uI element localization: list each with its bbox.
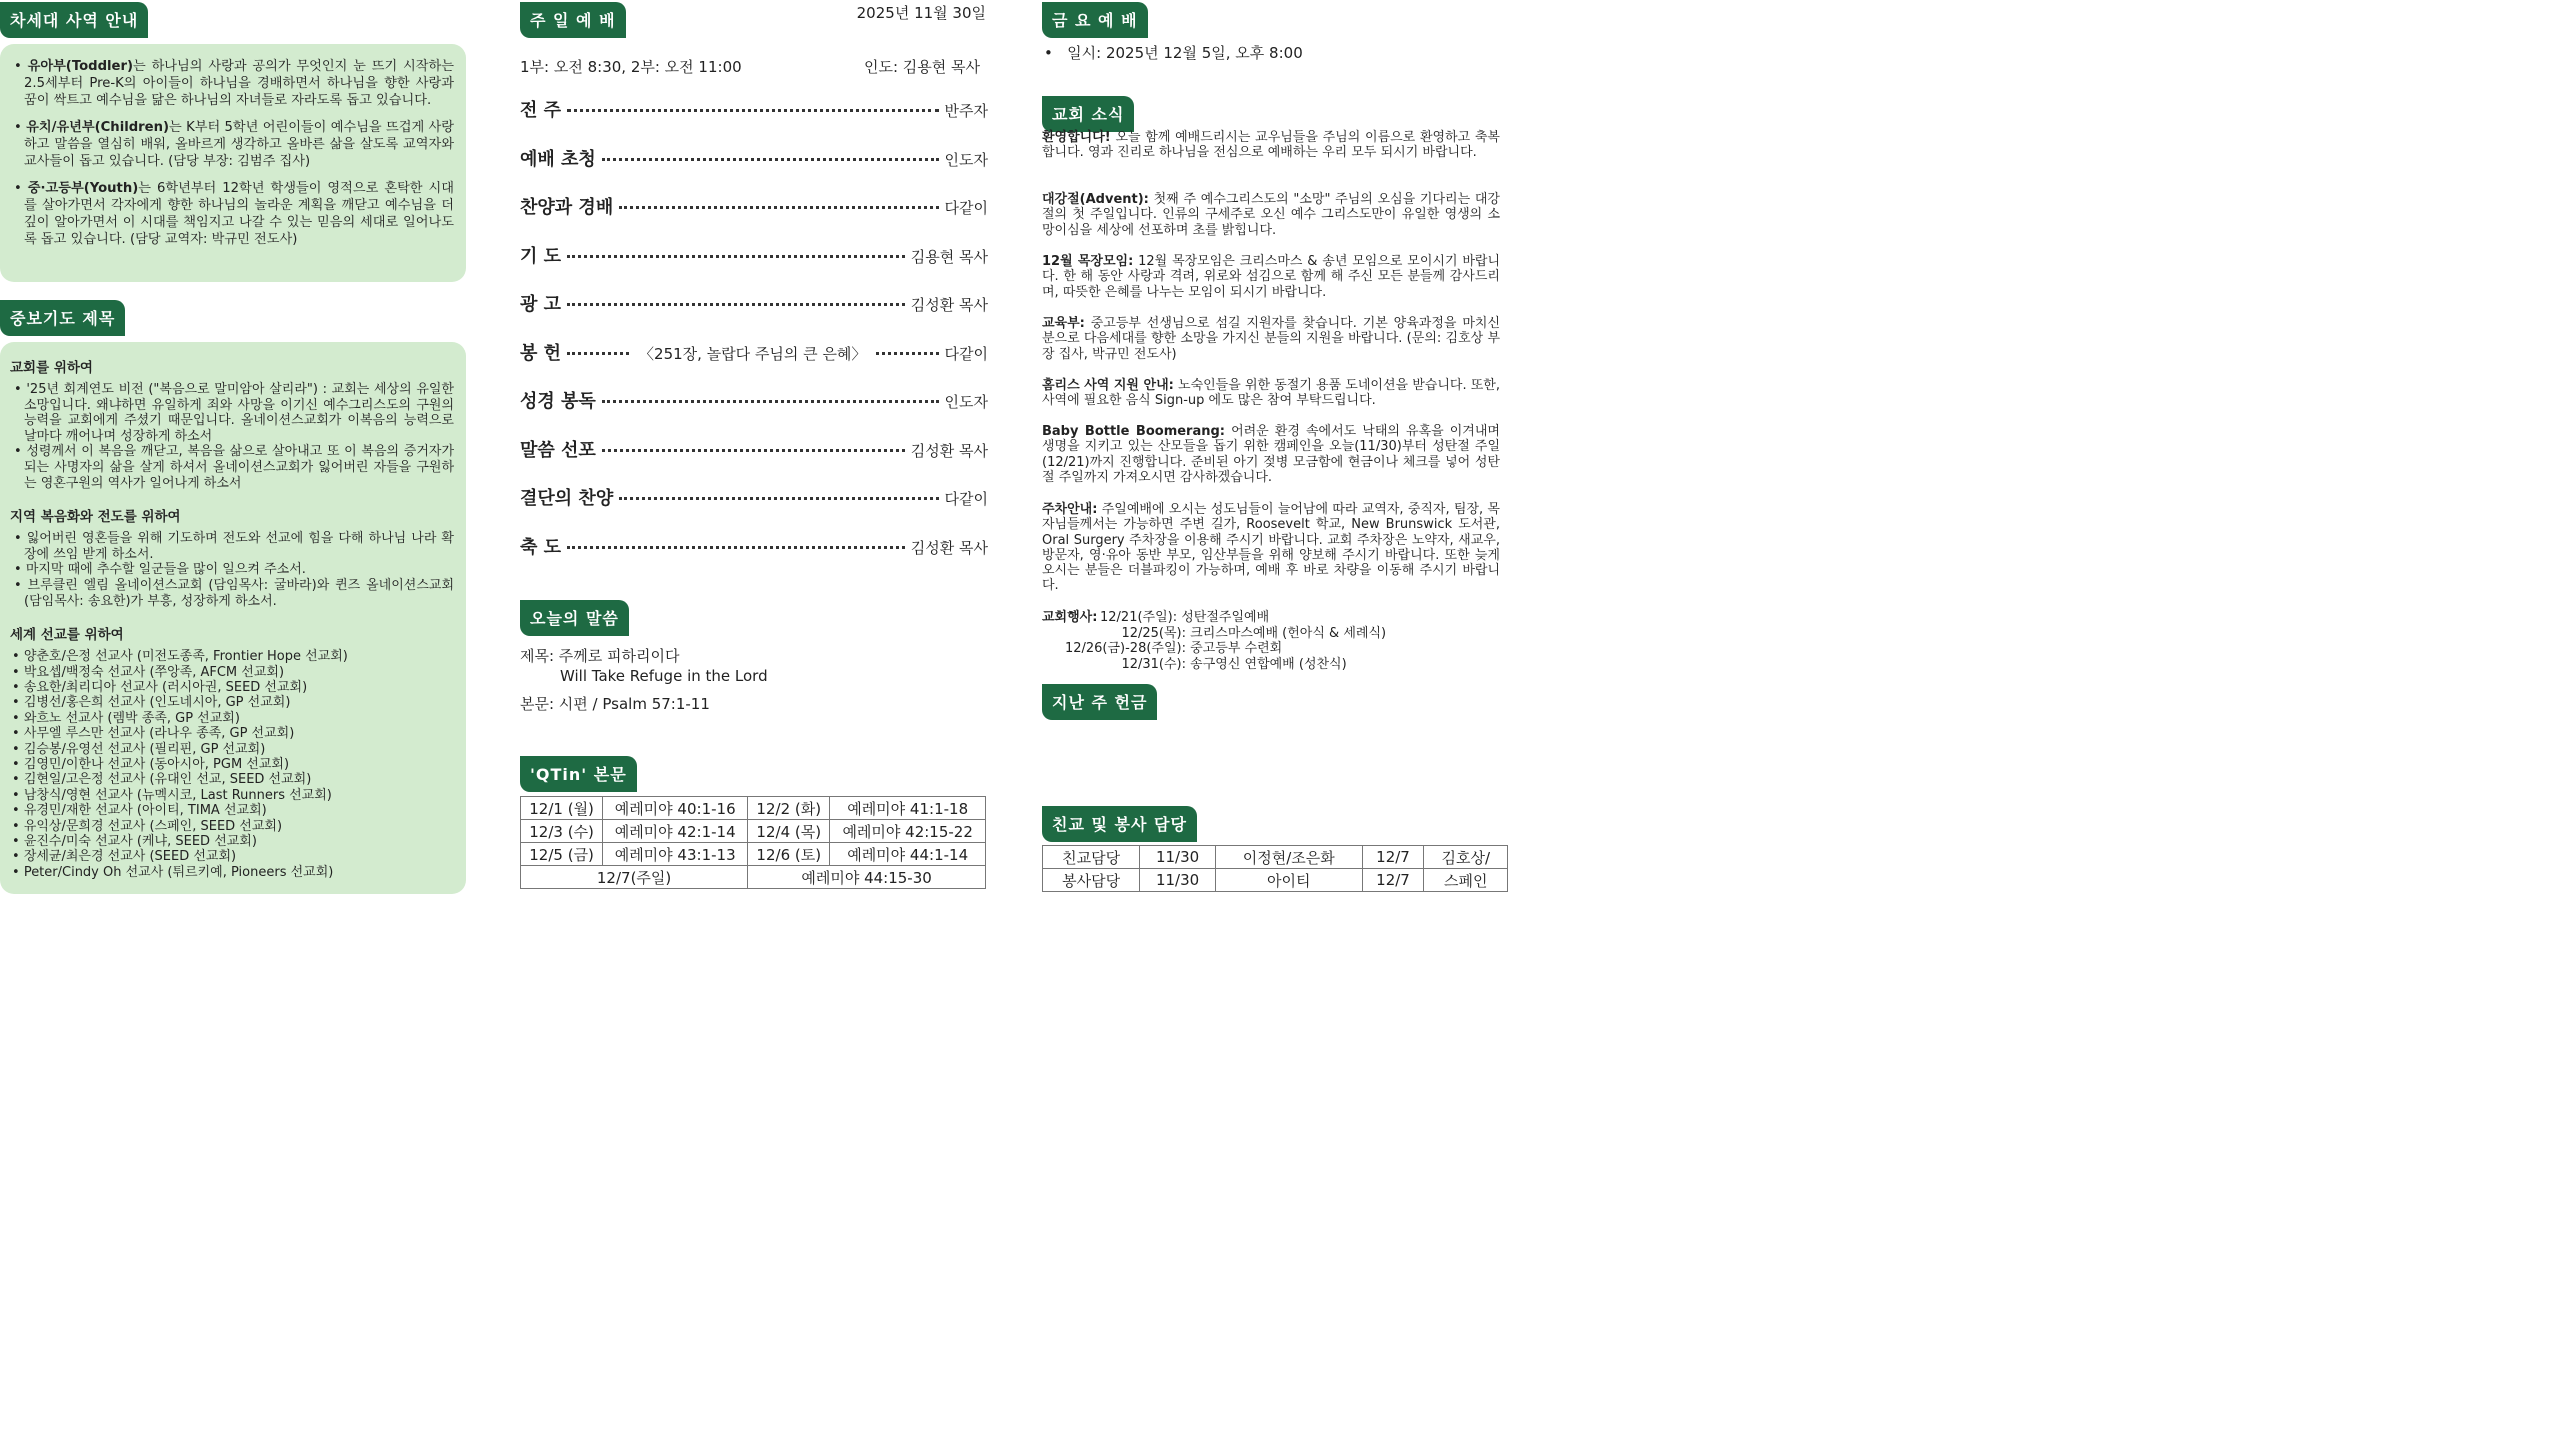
- order-item-name: 봉 헌: [520, 342, 562, 364]
- right-column: [1040, 0, 1540, 904]
- duty-title: 친교 및 봉사 담당: [1042, 806, 1197, 842]
- bulletin-date: 2025년 11월 30일: [856, 4, 986, 22]
- leader-dots: [567, 546, 905, 549]
- leader-dots: [602, 158, 939, 161]
- duty-cell: 아이티: [1215, 869, 1362, 892]
- duty-cell: 11/30: [1140, 846, 1216, 869]
- missionary-item: • 남창식/영현 선교사 (뉴멕시코, Last Runners 선교회): [12, 787, 332, 803]
- service-times-line: [520, 56, 988, 77]
- missionary-list: [10, 649, 454, 880]
- order-item-name: 성경 봉독: [520, 391, 596, 412]
- qtin-cell: 예레미야 43:1-13: [603, 843, 748, 866]
- service-leader: 인도: 김용현 목사: [863, 58, 980, 76]
- order-item-name: 예배 초청: [520, 148, 596, 170]
- mission-prayer-heading: 세계 선교를 위하여: [10, 627, 124, 644]
- duty-cell: 12/7: [1362, 846, 1424, 869]
- news-item: 대강절(Advent): 첫째 주 예수그리스도의 "소망" 주님의 오심을 기다리는 대강절의 첫 주일입니다. 인류의 구세주로 오신 예수 그리스도만이 유일한 영생의 소망이심을 세상에 선포하며 초를 밝힙니다.: [1042, 192, 1500, 238]
- order-item-name: 광 고: [520, 294, 562, 315]
- qtin-row: [521, 843, 986, 866]
- prayer-section-title: 중보기도 제목: [0, 300, 125, 336]
- middle-column: [520, 0, 996, 904]
- missionary-item: • 김병선/홍은희 선교사 (인도네시아, GP 선교회): [12, 695, 291, 711]
- sunday-service-title: 주 일 예 배: [520, 2, 626, 38]
- leader-dots: [567, 352, 629, 355]
- missionary-item: • 유익상/문희경 선교사 (스페인, SEED 선교회): [12, 818, 283, 834]
- region-prayer-item: • 브루클린 엘림 올네이션스교회 (담임목사: 굴바라)와 퀸즈 올네이션스교회 (담임목사: 송요한)가 부흥, 성장하게 하소서.: [14, 577, 454, 609]
- event-row: 12/31(수): 송구영신 연합예배 (성찬식): [1121, 656, 1347, 672]
- order-item: [520, 436, 988, 462]
- news-item: Baby Bottle Boomerang: 어려운 환경 속에서도 낙태의 유혹을 이겨내며 생명을 지키고 있는 산모들을 돕기 위한 캠페인을 오늘(11/30)부터 성탄절 주일(12/21)까지 진행합니다. 준비된 아기 젖병 모금함에 현금이나 체크를 넣어 성탄절 주일까지 가져오시면 감사하겠습니다.: [1042, 424, 1500, 485]
- qtin-cell: 12/5 (금): [521, 843, 603, 866]
- order-item-person: 다같이: [944, 490, 988, 508]
- missionary-item: • 윤진수/미숙 선교사 (케냐, SEED 선교회): [12, 834, 257, 849]
- qtin-cell: 예레미야 42:1-14: [603, 820, 748, 843]
- missionary-item: • 사무엘 루스만 선교사 (라나우 종족, GP 선교회): [12, 726, 295, 742]
- church-prayer-item: • 성령께서 이 복음을 깨닫고, 복음을 삶으로 살아내고 또 이 복음의 증거자가 되는 사명자의 삶을 살게 하셔서 올네이션스교회가 잃어버린 자들을 구원하는 영혼구원의 역사가 일어나게 하소서: [14, 444, 454, 491]
- order-item: [520, 290, 988, 316]
- qtin-cell: 12/4 (목): [748, 820, 830, 843]
- order-item: [520, 145, 988, 171]
- missionary-item: • 송요한/최리디아 선교사 (러시아권, SEED 선교회): [12, 679, 308, 695]
- order-item-person: 김성환 목사: [910, 441, 988, 460]
- region-prayer-heading: 지역 복음화와 전도를 위하여: [10, 509, 181, 526]
- news-item: 12월 목장모임: 12월 목장모임은 크리스마스 & 송년 모임으로 모이시기 바랍니다. 한 해 동안 사랑과 격려, 위로와 섬김으로 함께 해 주신 모든 분들께 감사드리며, 따뜻한 은혜를 나누는 모임이 되시기 바랍니다.: [1042, 254, 1500, 300]
- leader-dots: [567, 255, 905, 258]
- church-prayer-heading: 교회를 위하여: [10, 360, 93, 376]
- order-item-person: 다같이: [944, 344, 988, 363]
- order-item-person: 김성환 목사: [910, 538, 988, 557]
- order-item: [520, 242, 988, 268]
- leader-dots: [602, 449, 905, 452]
- qtin-cell: 예레미야 41:1-18: [830, 797, 986, 820]
- missionary-item: • 양춘호/은정 선교사 (미전도종족, Frontier Hope 선교회): [12, 649, 348, 665]
- leader-dots: [619, 206, 938, 209]
- duty-row: [1043, 846, 1508, 869]
- order-item-name: 기 도: [520, 245, 562, 267]
- qtin-cell: 12/7(주일): [521, 866, 748, 889]
- duty-cell: 이정현/조은화: [1215, 846, 1362, 869]
- friday-service-time: • 일시: 2025년 12월 5일, 오후 8:00: [1044, 44, 1303, 62]
- duty-cell: 김호상/: [1424, 846, 1508, 869]
- news-item: 교육부: 중고등부 선생님으로 섬길 지원자를 찾습니다. 기본 양육과정을 마치신 분으로 다음세대를 향한 소망을 가지신 분들의 지원을 바랍니다. (문의: 김호상 부장 집사, 박규민 전도사): [1042, 316, 1500, 362]
- order-item: [520, 339, 988, 365]
- missionary-item: • 유경민/재한 선교사 (아이티, TIMA 선교회): [12, 803, 267, 819]
- news-item: 주차안내: 주일예배에 오시는 성도님들이 늘어남에 따라 교역자, 중직자, 팀장, 목자님들께서는 가능하면 주변 길가, Roosevelt 학교, New Brunswick 도서관, Oral Surgery 주차장을 이용해 주시기 바랍니다. 교회 주차장은 노약자, 새교우, 방문자, 영·유아 동반 부모, 임산부들을 위해 양보해 주시기 바랍니다. 또한 늦게 오시는 분들은 더블파킹이 가능하며, 예배 후 바로 차량을 이동해 주시기 바랍니다.: [1042, 502, 1500, 594]
- order-item-person: 김용현 목사: [910, 247, 988, 266]
- todays-word-title: 오늘의 말씀: [520, 600, 629, 636]
- qtin-table: [520, 796, 986, 889]
- nextgen-section-title: 차세대 사역 안내: [0, 2, 148, 38]
- offering-title: 지난 주 헌금: [1042, 684, 1157, 720]
- qtin-cell: 예레미야 44:1-14: [830, 843, 986, 866]
- news-item: 환영합니다! 오늘 함께 예배드리시는 교우님들을 주님의 이름으로 환영하고 축복합니다. 영과 진리로 하나님을 전심으로 예배하는 우리 모두 되시기 바랍니다.: [1042, 130, 1500, 161]
- event-row: 12/25(목): 크리스마스예배 (헌아식 & 세례식): [1121, 625, 1387, 641]
- duty-cell: 스페인: [1424, 869, 1508, 892]
- missionary-item: • 김현일/고은정 선교사 (유대인 선교, SEED 선교회): [12, 772, 312, 788]
- order-item: [520, 193, 988, 219]
- leader-dots: [567, 109, 938, 112]
- duty-cell: 봉사담당: [1043, 869, 1140, 892]
- region-prayer-item: • 마지막 때에 추수할 일군들을 많이 일으켜 주소서.: [14, 562, 306, 578]
- order-item-name: 결단의 찬양: [520, 488, 614, 509]
- friday-service-title: 금 요 예 배: [1042, 2, 1148, 38]
- qtin-row: [521, 797, 986, 820]
- order-item-person: 다같이: [944, 199, 988, 217]
- qtin-title: 'QTin' 본문: [520, 756, 637, 792]
- offering-hymn: 〈251장, 놀랍다 주님의 큰 은혜〉: [639, 344, 867, 363]
- qtin-cell: 12/1 (월): [521, 797, 603, 820]
- order-item: [520, 387, 988, 413]
- event-row: 12/26(금)-28(주일): 중고등부 수련회: [1064, 641, 1283, 656]
- leader-dots: [567, 303, 905, 306]
- missionary-item: • 김영민/이한나 선교사 (동아시아, PGM 선교회): [12, 756, 290, 772]
- leader-dots: [602, 400, 939, 403]
- qtin-cell: 12/2 (화): [748, 797, 830, 820]
- order-item-person: 반주자: [944, 102, 988, 120]
- missionary-item: • 장세균/최은경 선교사 (SEED 선교회): [12, 849, 237, 865]
- prayer-box: [0, 342, 466, 894]
- order-item-person: 인도자: [944, 393, 988, 411]
- duty-table: [1042, 845, 1508, 892]
- missionary-item: • 박요셉/백정숙 선교사 (쭈앙족, AFCM 선교회): [12, 664, 285, 680]
- leader-dots: [619, 497, 938, 500]
- qtin-cell: 12/3 (수): [521, 820, 603, 843]
- order-item-person: 김성환 목사: [910, 296, 988, 314]
- qtin-cell: 예레미야 42:15-22: [830, 820, 986, 843]
- qtin-row: [521, 866, 986, 889]
- order-item: [520, 96, 988, 122]
- order-item: [520, 533, 988, 559]
- nextgen-box: [0, 44, 466, 282]
- duty-cell: 12/7: [1362, 869, 1424, 892]
- region-prayer-item: • 잃어버린 영혼들을 위해 기도하며 전도와 선교에 힘을 다해 하나님 나라 확장에 쓰임 받게 하소서.: [14, 531, 454, 562]
- order-item-person: 인도자: [944, 150, 988, 169]
- nextgen-item-youth: • 중·고등부(Youth)는 6학년부터 12학년 학생들이 영적으로 혼탁한 시대를 살아가면서 각자에게 향한 하나님의 놀라운 계획을 깨닫고 예수님을 더 깊이 알아가면서 이 시대를 책임지고 나갈 수 있는 믿음의 세대로 일어나도록 돕고 있습니다. (담당 교역자: 박규민 전도사): [14, 181, 454, 247]
- duty-cell: 친교담당: [1043, 846, 1140, 869]
- sermon-title: 제목: 주께로 피하리이다: [520, 647, 680, 665]
- church-events: [1042, 610, 1386, 672]
- order-item: [520, 484, 988, 510]
- church-news-title: 교회 소식: [1042, 96, 1134, 132]
- nextgen-item-toddler: • 유아부(Toddler)는 하나님의 사랑과 공의가 무엇인지 눈 뜨기 시작하는 2.5세부터 Pre-K의 아이들이 하나님을 경배하면서 하나님을 향한 사랑과 꿈이 싹트고 예수님을 닮은 하나님의 자녀들로 자라도록 돕고 있습니다.: [14, 59, 454, 108]
- scripture-reference: 본문: 시편 / Psalm 57:1-11: [520, 695, 710, 713]
- qtin-cell: 예레미야 40:1-16: [603, 797, 748, 820]
- church-prayer-item: • '25년 회계연도 비전 ("복음으로 말미암아 살리라") : 교회는 세상의 유일한 소망입니다. 왜냐하면 유일하게 죄와 사망을 이기신 예수그리스도의 구원의 능력을 교회에게 주셨기 때문입니다. 올네이션스교회가 이복음의 능력으로 날마다 깨어나며 성장하게 하소서: [14, 382, 454, 444]
- event-row: 교회행사: 12/21(주일): 성탄절주일예배: [1042, 610, 1270, 625]
- qtin-cell: 예레미야 44:15-30: [748, 866, 986, 889]
- order-item-name: 전 주: [520, 100, 562, 121]
- order-item-name: 축 도: [520, 536, 562, 558]
- leader-dots: [876, 352, 938, 355]
- sermon-title-english: Will Take Refuge in the Lord: [560, 667, 768, 685]
- duty-cell: 11/30: [1140, 869, 1216, 892]
- nextgen-item-children: • 유치/유년부(Children)는 K부터 5학년 어린이들이 예수님을 뜨겁게 사랑하고 말씀을 열심히 배워, 올바르게 생각하고 올바른 삶을 살도록 교역자와 교사들이 돕고 있습니다. (담당 부장: 김범주 집사): [14, 120, 454, 169]
- order-item-name: 찬양과 경배: [520, 197, 614, 218]
- qtin-cell: 12/6 (토): [748, 843, 830, 866]
- missionary-item: • 김승봉/유영선 선교사 (필리핀, GP 선교회): [12, 741, 266, 757]
- news-item: 홈리스 사역 지원 안내: 노숙인들을 위한 동절기 용품 도네이션을 받습니다. 또한, 사역에 필요한 음식 Sign-up 에도 많은 참여 부탁드립니다.: [1042, 378, 1500, 409]
- duty-row: [1043, 869, 1508, 892]
- qtin-row: [521, 820, 986, 843]
- missionary-item: • Peter/Cindy Oh 선교사 (튀르키예, Pioneers 선교회): [12, 864, 334, 880]
- missionary-item: • 와흐노 선교사 (렘박 종족, GP 선교회): [12, 710, 240, 726]
- service-times: 1부: 오전 8:30, 2부: 오전 11:00: [520, 58, 742, 76]
- order-item-name: 말씀 선포: [520, 439, 596, 461]
